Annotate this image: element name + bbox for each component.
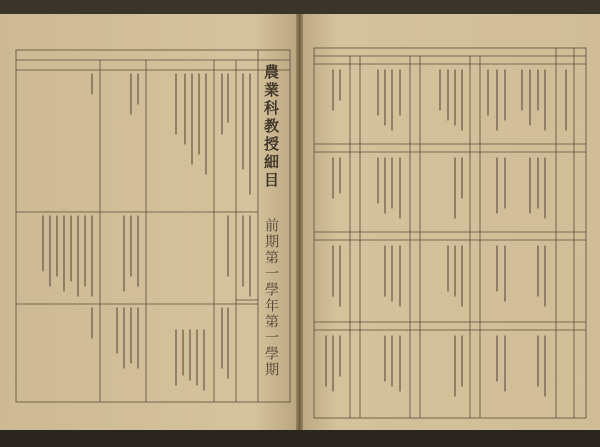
- term-heading: 前期第一學年第一學期: [263, 218, 279, 378]
- document-title: 農業科教授細目: [262, 64, 280, 190]
